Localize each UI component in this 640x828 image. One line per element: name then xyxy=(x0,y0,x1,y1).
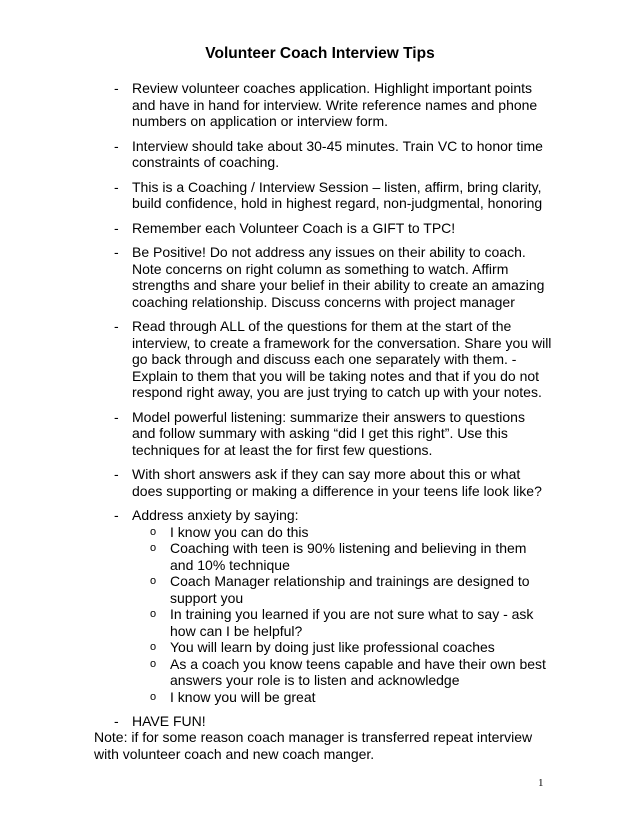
dash-bullet-icon: - xyxy=(114,507,119,523)
sub-list-item xyxy=(132,639,552,656)
list-item xyxy=(0,318,640,401)
sub-list-item-text: Coaching with teen is 90% listening and believing in them and 10% technique xyxy=(170,540,527,573)
list-item-text: Review volunteer coaches application. Highlight important points and have in hand for interview. Write reference names and phone numbers on application or interview form. xyxy=(132,80,538,129)
dash-bullet-icon: - xyxy=(114,408,119,425)
list-item-text: Model powerful listening: summarize their answers to questions and follow summary with asking “did I get this right”. Use this techniques for at least the for first few questions. xyxy=(132,408,525,458)
list-item xyxy=(0,507,640,705)
circle-bullet-icon: o xyxy=(150,608,157,620)
sub-list-item-text: Coach Manager relationship and trainings are designed to support you xyxy=(170,573,530,606)
sub-list-item xyxy=(132,606,552,639)
list-item-text: Read through ALL of the questions for them at the start of the interview, to create a framework for the conversation. Share you will go back through and discuss each one separately with them. - Explain to them that you will be taking notes and that if you do not respond right away, you are just trying to catch up with your notes. xyxy=(132,318,552,400)
circle-bullet-icon: o xyxy=(150,641,157,653)
sub-list-item-text: You will learn by doing just like professional coaches xyxy=(170,639,495,655)
dash-bullet-icon: - xyxy=(114,318,119,334)
dash-bullet-icon: - xyxy=(114,713,119,729)
dash-bullet-icon: - xyxy=(114,466,119,482)
list-item-text: This is a Coaching / Interview Session – listen, affirm, bring clarity, build confidence, hold in highest regard, non-judgmental, honoring xyxy=(132,178,543,211)
dash-bullet-icon: - xyxy=(114,80,119,96)
sub-list-item-text: I know you can do this xyxy=(170,523,309,540)
list-item-text: Be Positive! Do not address any issues on their ability to coach. Note concerns on right column as something to watch. Affirm strengths and share your belief in their ability to create an amazing coaching relationship. Discuss concerns with project manager xyxy=(132,244,545,310)
circle-bullet-icon: o xyxy=(150,690,157,703)
dash-bullet-icon: - xyxy=(114,178,119,195)
dash-bullet-icon: - xyxy=(114,244,119,260)
list-item-anxiety xyxy=(132,507,552,705)
dash-bullet-icon: - xyxy=(114,219,119,236)
tips-list xyxy=(0,80,640,738)
list-item xyxy=(0,220,640,237)
sub-list-item-text: I know you will be great xyxy=(170,688,316,705)
page-number: 1 xyxy=(538,777,544,789)
closing-note: Note: if for some reason coach manager is transferred repeat interview with volunteer coach and new coach manger. xyxy=(94,729,533,762)
sub-list-item xyxy=(132,656,552,689)
list-item-text: Interview should take about 30-45 minutes. Train VC to honor time constraints of coaching. xyxy=(132,137,543,170)
sub-list-item xyxy=(132,540,552,573)
circle-bullet-icon: o xyxy=(150,525,157,538)
sub-list-item xyxy=(132,689,552,706)
sub-list-item xyxy=(132,524,552,541)
list-item xyxy=(0,713,640,730)
list-item-text: HAVE FUN! xyxy=(132,713,206,729)
list-item xyxy=(0,409,640,459)
list-item-text: Address anxiety by saying: xyxy=(132,507,299,523)
anxiety-sub-list xyxy=(132,524,552,706)
list-item-text: Remember each Volunteer Coach is a GIFT to TPC! xyxy=(132,219,456,236)
list-item xyxy=(0,244,640,310)
circle-bullet-icon: o xyxy=(150,575,157,587)
list-item xyxy=(0,466,640,499)
list-item xyxy=(0,80,640,130)
dash-bullet-icon: - xyxy=(114,137,119,154)
sub-list-item-text: As a coach you know teens capable and have their own best answers your role is to listen and acknowledge xyxy=(170,655,546,688)
list-item xyxy=(0,179,640,212)
circle-bullet-icon: o xyxy=(150,657,157,670)
sub-list-item-text: In training you learned if you are not sure what to say - ask how can I be helpful? xyxy=(170,606,534,639)
sub-list-item xyxy=(132,573,552,606)
list-item-text: With short answers ask if they can say more about this or what does supporting or making a difference in your teens life look like? xyxy=(132,466,542,499)
list-item xyxy=(0,138,640,171)
document-title: Volunteer Coach Interview Tips xyxy=(205,45,435,62)
circle-bullet-icon: o xyxy=(150,542,157,554)
